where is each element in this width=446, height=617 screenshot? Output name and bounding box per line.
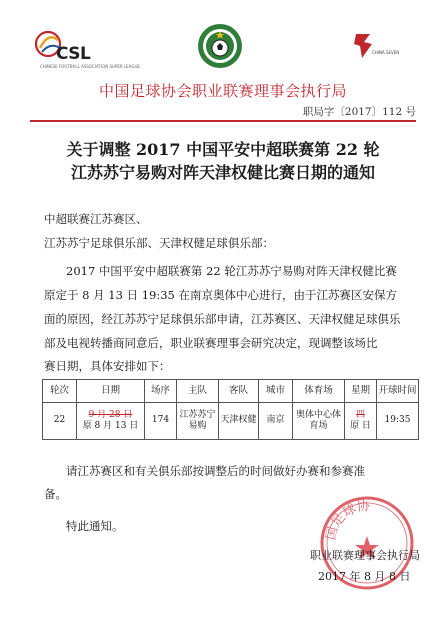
- csl-logo: [34, 28, 140, 72]
- notice-title-line-1: 关于调整 2017 中国平安中超联赛第 22 轮: [66, 140, 380, 159]
- table-row: [43, 403, 419, 440]
- original-weekday: 原 日: [350, 421, 371, 431]
- csl-logo-subtitle: CHINESE FOOTBALL ASSOCIATION SUPER LEAGUE: [40, 64, 140, 69]
- original-date: 原 8 月 13 日: [82, 421, 139, 431]
- seal-text: 国足球协: [323, 498, 371, 542]
- paragraph-1-line: 部及电视转播商同意后，职业联赛理事会研究决定，现调整该场比: [44, 336, 378, 350]
- table-header-cell: 日期: [77, 380, 145, 403]
- closing-remark: 特此通知。: [66, 519, 124, 533]
- city-cell: 南京: [259, 403, 293, 440]
- stadium-cell: 奥体中心体育场: [293, 403, 345, 440]
- notice-title-line-2: 江苏苏宁易购对阵天津权健比赛日期的通知: [70, 163, 375, 182]
- table-header-cell: 客队: [219, 380, 259, 403]
- away-team-cell: 天津权健: [219, 403, 259, 440]
- org-title: 中国足球协会职业联赛理事会执行局: [98, 82, 347, 100]
- schedule-table: [42, 379, 419, 440]
- table-header-cell: 场序: [145, 380, 177, 403]
- paragraph-2-line: 备。: [44, 487, 67, 501]
- paragraph-2-line: 请江苏赛区和有关俱乐部按调整后的时间做好办赛和参赛准: [66, 464, 365, 478]
- document-number: 职局字〔2017〕112 号: [302, 106, 416, 118]
- table-header-cell: 体育场: [293, 380, 345, 403]
- table-header-cell: 城市: [259, 380, 293, 403]
- home-team-cell: 江苏苏宁易购: [177, 403, 219, 440]
- svg-text:国足球协: [324, 498, 372, 542]
- signature-date: 2017 年 8 月 8 日: [318, 570, 411, 583]
- paragraph-1-line: 2017 中国平安中超联赛第 22 轮江苏苏宁易购对阵天津权健比赛: [66, 264, 397, 278]
- kickoff-cell: 19:35: [377, 403, 419, 440]
- csl-logo-text: CSL: [56, 44, 91, 64]
- new-date: 9 月 28 日: [88, 409, 133, 420]
- signature-organization: 职业联赛理事会执行局: [310, 549, 420, 562]
- partner-emblem-icon: [350, 30, 380, 60]
- partner-logo: [350, 30, 422, 66]
- round-cell: 22: [43, 403, 77, 440]
- table-header-cell: 主队: [177, 380, 219, 403]
- cfa-emblem-icon: [196, 22, 244, 70]
- paragraph-1-line: 面的原因，经江苏苏宁足球俱乐部申请，江苏赛区、天津权健足球俱乐: [44, 312, 401, 326]
- partner-logo-text: CHINA SEVEN: [372, 50, 400, 55]
- table-header-cell: 轮次: [43, 380, 77, 403]
- date-cell: [77, 403, 145, 440]
- table-header-row: [43, 380, 419, 403]
- addressee-1: 中超联赛江苏赛区、: [44, 212, 148, 226]
- addressee-2: 江苏苏宁足球俱乐部、天津权健足球俱乐部：: [44, 236, 274, 250]
- match-number-cell: 174: [145, 403, 177, 440]
- weekday-cell: [345, 403, 377, 440]
- paragraph-1-line: 原定于 8 月 13 日 19:35 在南京奥体中心进行，由于江苏赛区安保方: [44, 288, 398, 302]
- header-divider: [30, 120, 416, 122]
- cfa-logo: [196, 22, 244, 70]
- paragraph-1-line: 赛日期，具体安排如下：: [44, 359, 171, 373]
- table-header-cell: 开球时间: [377, 380, 419, 403]
- new-weekday: 四: [355, 409, 365, 420]
- table-header-cell: 星期: [345, 380, 377, 403]
